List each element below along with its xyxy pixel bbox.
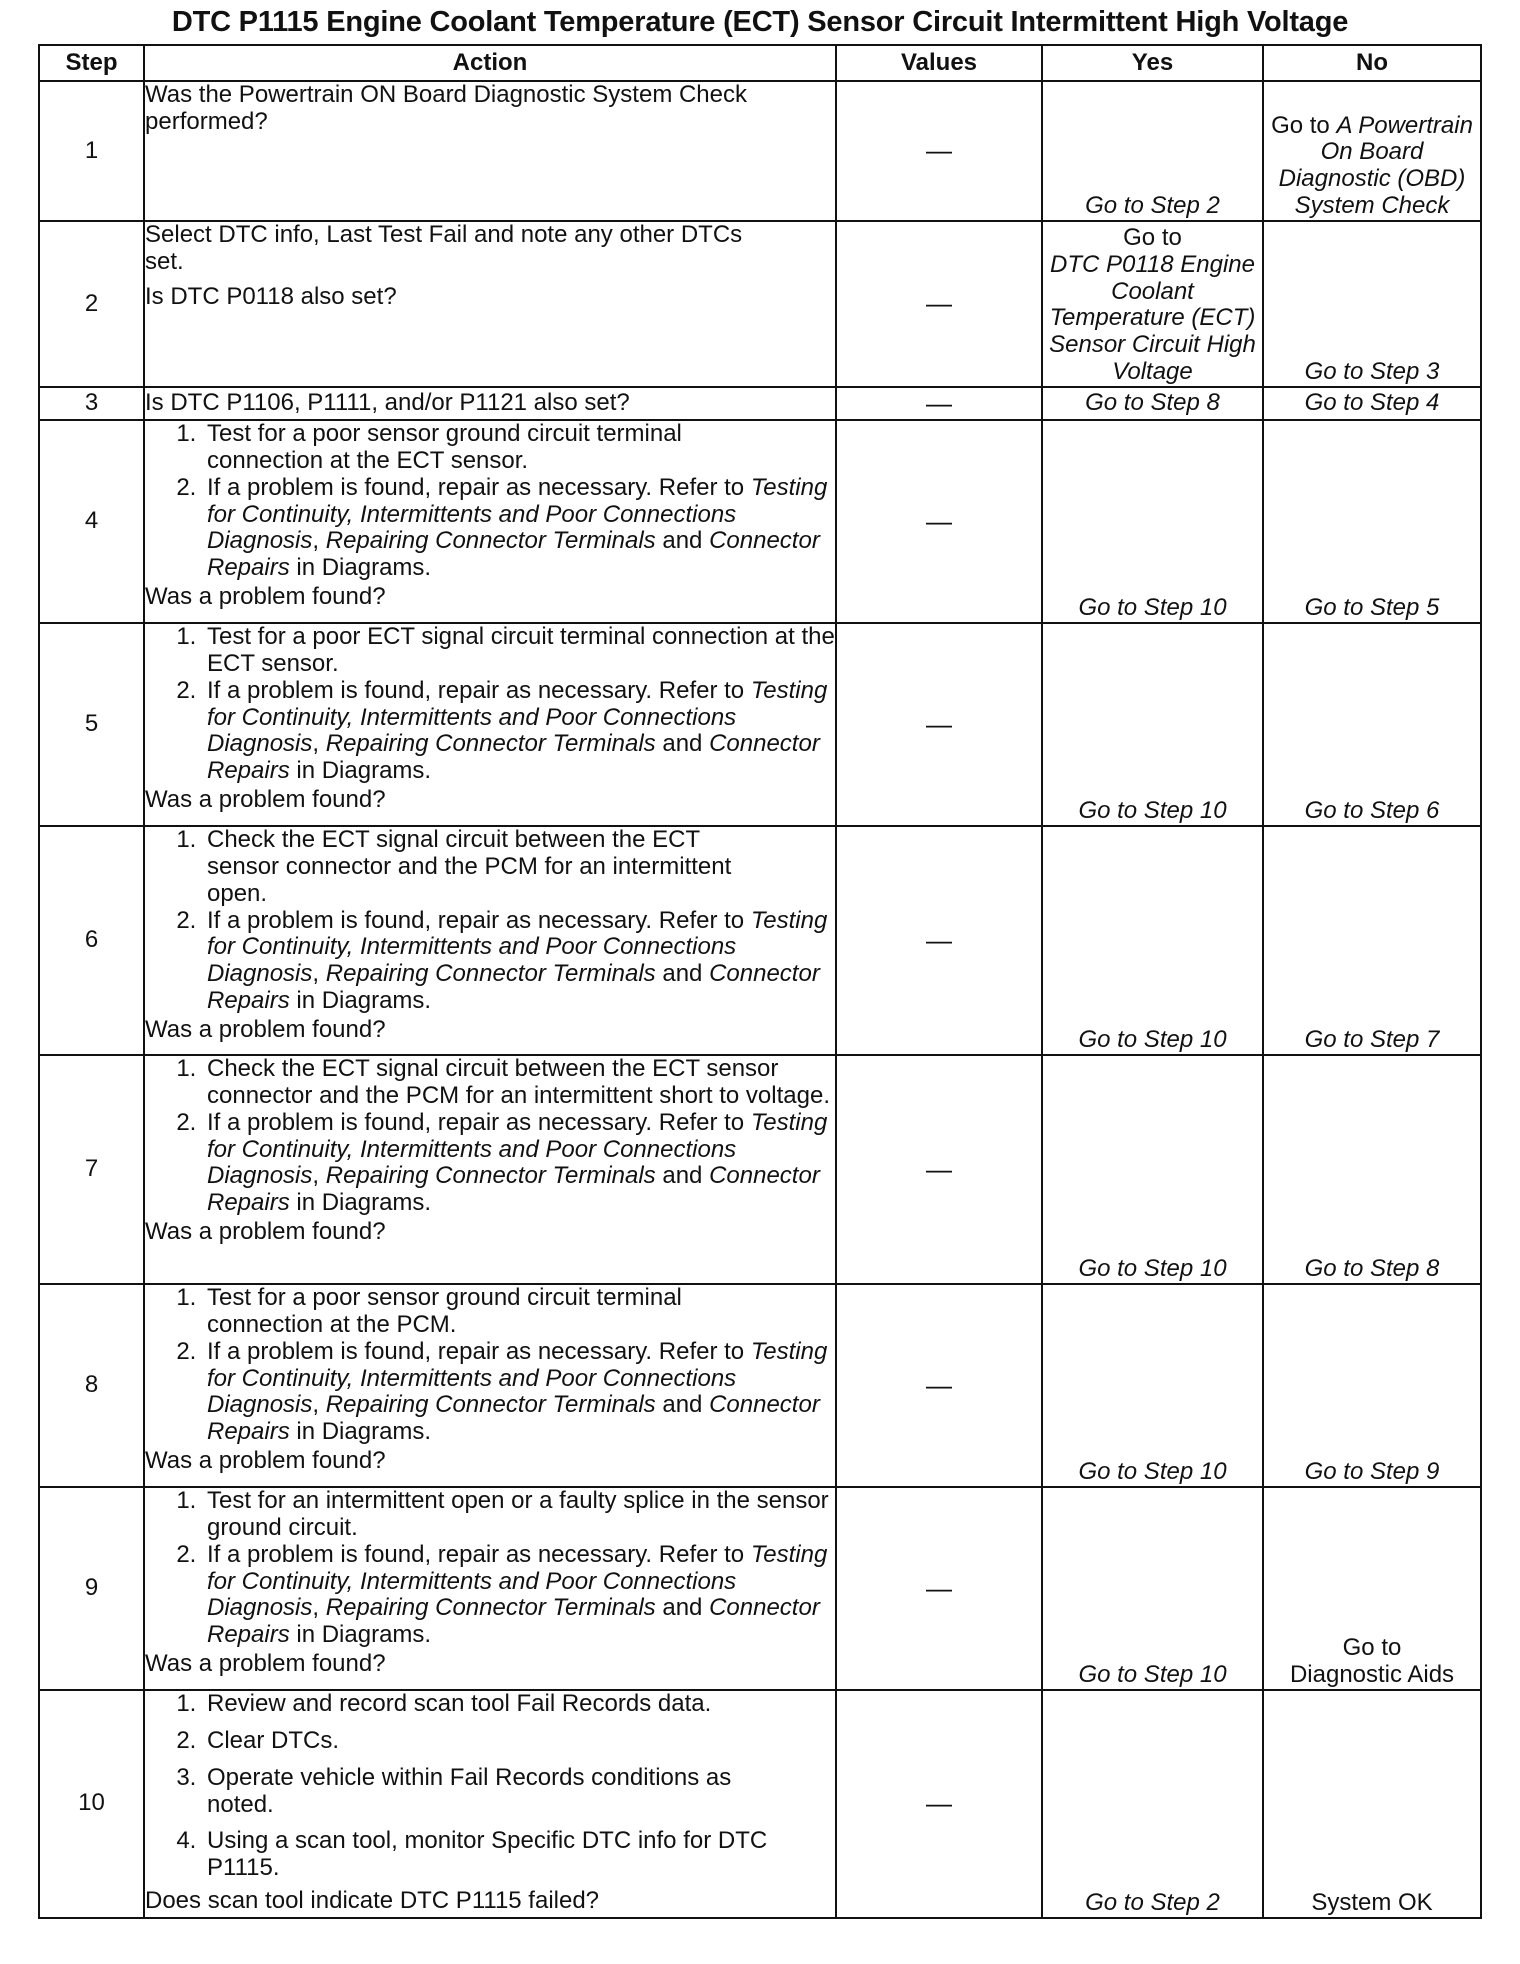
values-cell: —: [836, 1690, 1042, 1918]
reference-document-title: Testing for Continuity, Intermittents and Poor Connections Diagnosis: [207, 1337, 828, 1419]
values-cell: —: [836, 623, 1042, 826]
step-number: 8: [39, 1284, 144, 1487]
step-number: 10: [39, 1690, 144, 1918]
action-list-item: [203, 1542, 835, 1650]
values-cell: —: [836, 420, 1042, 623]
header-yes: Yes: [1042, 45, 1263, 81]
reference-text: and: [655, 1594, 710, 1622]
reference-text: ,: [312, 1594, 326, 1622]
action-list-item: 1. Check the ECT signal circuit between the ECT sensor connector and the PCM for an intermittent short to voltage.: [203, 1056, 835, 1110]
diagnostic-table: [38, 44, 1482, 1919]
yes-cell: Go to Step 10: [1042, 1055, 1263, 1284]
reference-document-title: Diagrams: [321, 1189, 425, 1217]
action-list-item: [203, 1110, 835, 1218]
action-cell: [144, 1055, 836, 1284]
table-row: [39, 1055, 1481, 1284]
table-row: [39, 81, 1481, 221]
values-cell: —: [836, 81, 1042, 221]
action-list-item: 1. Check the ECT signal circuit between the ECT sensor connector and the PCM for an intermittent open.: [203, 827, 835, 908]
reference-text: and: [655, 1162, 710, 1190]
table-row: [39, 1487, 1481, 1690]
step-number: 7: [39, 1055, 144, 1284]
action-list-item: [203, 1339, 835, 1447]
reference-document-title: Connector Repairs: [207, 1594, 820, 1649]
action-list: [145, 421, 835, 582]
action-question: Is DTC P0118 also set?: [145, 282, 397, 310]
action-question: Was a problem found?: [145, 1218, 386, 1246]
reference-document-title: Repairing Connector Terminals: [325, 1594, 656, 1622]
no-cell: Go to Step 4: [1263, 387, 1481, 420]
step-number: 2: [39, 221, 144, 387]
table-row: [39, 387, 1481, 420]
action-list: [145, 1285, 835, 1446]
header-action: Action: [144, 45, 836, 81]
header-values: Values: [836, 45, 1042, 81]
reference-text: in: [289, 1418, 322, 1446]
action-list-item: 1. Test for a poor sensor ground circuit terminal connection at the ECT sensor.: [203, 421, 835, 475]
no-cell: Go to Step 3: [1263, 221, 1481, 387]
reference-document-title: Testing for Continuity, Intermittents and Poor Connections Diagnosis: [207, 906, 828, 988]
reference-document-title: Repairing Connector Terminals: [325, 1391, 656, 1419]
action-cell: [144, 81, 836, 221]
step-number: 9: [39, 1487, 144, 1690]
table-row: [39, 420, 1481, 623]
table-row: [39, 1284, 1481, 1487]
step-number: 3: [39, 387, 144, 420]
reference-text: .: [424, 757, 432, 785]
no-cell: [1263, 81, 1481, 221]
yes-cell: Go to Step 10: [1042, 623, 1263, 826]
yes-cell: Go to Step 2: [1042, 81, 1263, 221]
reference-text: in: [289, 757, 322, 785]
table-row: [39, 221, 1481, 387]
action-list-item: 1. Test for an intermittent open or a faulty splice in the sensor ground circuit.: [203, 1488, 835, 1542]
no-cell: Go to Step 8: [1263, 1055, 1481, 1284]
action-list-item: 1. Test for a poor sensor ground circuit terminal connection at the PCM.: [203, 1285, 835, 1339]
table-row: [39, 1690, 1481, 1918]
reference-document-title: Testing for Continuity, Intermittents and Poor Connections Diagnosis: [207, 676, 828, 758]
reference-text: If a problem is found, repair as necessary. Refer to: [207, 1108, 751, 1136]
action-question: Was a problem found?: [145, 1016, 386, 1043]
action-list-item: [203, 908, 835, 1016]
no-link-text: A Powertrain On Board Diagnostic (OBD) System Check: [1278, 111, 1473, 220]
reference-text: ,: [312, 730, 326, 758]
reference-text: and: [655, 730, 710, 758]
step-number: 4: [39, 420, 144, 623]
action-question: Was a problem found?: [145, 1447, 386, 1475]
reference-text: If a problem is found, repair as necessary. Refer to: [207, 473, 751, 501]
reference-document-title: Diagrams: [321, 1418, 425, 1446]
reference-text: .: [424, 1621, 432, 1649]
no-cell: System OK: [1263, 1690, 1481, 1918]
reference-text: .: [424, 1418, 432, 1446]
action-question: Does scan tool indicate DTC P1115 failed?: [145, 1887, 600, 1915]
reference-text: in: [289, 1621, 322, 1649]
action-cell: [144, 623, 836, 826]
action-list: [145, 1691, 835, 1882]
action-list-item: 4. Using a scan tool, monitor Specific DTC info for DTC P1115.: [203, 1828, 835, 1882]
reference-document-title: Testing for Continuity, Intermittents and Poor Connections Diagnosis: [207, 473, 828, 555]
reference-document-title: Testing for Continuity, Intermittents and Poor Connections Diagnosis: [207, 1108, 828, 1190]
reference-document-title: Connector Repairs: [207, 1162, 820, 1217]
reference-document-title: Diagrams: [321, 757, 425, 785]
action-cell: [144, 1284, 836, 1487]
reference-text: in: [289, 987, 322, 1015]
action-question: Was a problem found?: [145, 1650, 386, 1678]
reference-text: .: [424, 987, 432, 1015]
no-cell: Go to Step 6: [1263, 623, 1481, 826]
reference-document-title: Connector Repairs: [207, 960, 820, 1015]
reference-text: in: [289, 1189, 322, 1217]
reference-document-title: Connector Repairs: [207, 1391, 820, 1446]
yes-cell: Go to Step 10: [1042, 826, 1263, 1055]
table-row: [39, 826, 1481, 1055]
action-cell: [144, 826, 836, 1055]
reference-text: ,: [312, 1162, 326, 1190]
reference-document-title: Repairing Connector Terminals: [325, 527, 656, 555]
action-list-item: 2. Clear DTCs.: [203, 1728, 835, 1755]
action-text: Was the Powertrain ON Board Diagnostic System Check performed?: [145, 81, 748, 135]
step-number: 6: [39, 826, 144, 1055]
table-header-row: [39, 45, 1481, 81]
reference-document-title: Diagrams: [321, 554, 425, 582]
action-list: [145, 1056, 835, 1217]
reference-text: If a problem is found, repair as necessary. Refer to: [207, 1337, 751, 1365]
action-list-item: 1. Review and record scan tool Fail Records data.: [203, 1691, 835, 1718]
values-cell: —: [836, 221, 1042, 387]
action-list-item: 1. Test for a poor ECT signal circuit terminal connection at the ECT sensor.: [203, 624, 835, 678]
action-cell: [144, 1690, 836, 1918]
yes-cell: Go to Step 8: [1042, 387, 1263, 420]
yes-cell: Go to Step 10: [1042, 420, 1263, 623]
action-cell: [144, 1487, 836, 1690]
no-cell: Go to Step 5: [1263, 420, 1481, 623]
yes-cell: Go to Step 10: [1042, 1487, 1263, 1690]
reference-document-title: Connector Repairs: [207, 527, 820, 582]
no-prefix: Go to: [1271, 111, 1337, 139]
action-question: Was a problem found?: [145, 786, 386, 814]
values-cell: —: [836, 1487, 1042, 1690]
reference-document-title: Repairing Connector Terminals: [325, 960, 656, 988]
action-question: Was a problem found?: [145, 583, 386, 611]
action-text: Is DTC P1106, P1111, and/or P1121 also set?: [145, 389, 630, 416]
reference-text: and: [655, 527, 710, 555]
reference-document-title: Repairing Connector Terminals: [325, 730, 656, 758]
reference-text: If a problem is found, repair as necessary. Refer to: [207, 906, 751, 934]
reference-text: in: [289, 554, 322, 582]
values-cell: —: [836, 1284, 1042, 1487]
values-cell: —: [836, 387, 1042, 420]
reference-text: and: [655, 960, 710, 988]
action-list: [145, 624, 835, 785]
action-list-item: [203, 475, 835, 583]
yes-link-text: DTC P0118 Engine Coolant Temperature (ECT) Sensor Circuit High Voltage: [1049, 250, 1256, 386]
reference-text: If a problem is found, repair as necessary. Refer to: [207, 676, 751, 704]
no-cell: Go to Step 9: [1263, 1284, 1481, 1487]
no-cell: Go to Diagnostic Aids: [1263, 1487, 1481, 1690]
header-step: Step: [39, 45, 144, 81]
table-row: [39, 623, 1481, 826]
reference-text: and: [655, 1391, 710, 1419]
reference-document-title: Repairing Connector Terminals: [325, 1162, 656, 1190]
reference-text: If a problem is found, repair as necessary. Refer to: [207, 1540, 751, 1568]
reference-document-title: Connector Repairs: [207, 730, 820, 785]
reference-text: ,: [312, 960, 326, 988]
action-list: [145, 827, 835, 1015]
reference-document-title: Diagrams: [321, 1621, 425, 1649]
values-cell: —: [836, 1055, 1042, 1284]
action-list: [145, 1488, 835, 1649]
reference-text: .: [424, 554, 432, 582]
reference-document-title: Testing for Continuity, Intermittents and Poor Connections Diagnosis: [207, 1540, 828, 1622]
reference-text: ,: [312, 1391, 326, 1419]
values-cell: —: [836, 826, 1042, 1055]
action-cell: [144, 387, 836, 420]
step-number: 1: [39, 81, 144, 221]
no-cell: Go to Step 7: [1263, 826, 1481, 1055]
action-cell: [144, 420, 836, 623]
action-list-item: [203, 678, 835, 786]
yes-cell: Go to Step 2: [1042, 1690, 1263, 1918]
header-no: No: [1263, 45, 1481, 81]
step-number: 5: [39, 623, 144, 826]
yes-cell: [1042, 221, 1263, 387]
action-cell: [144, 221, 836, 387]
reference-document-title: Diagrams: [321, 987, 425, 1015]
action-text: Select DTC info, Last Test Fail and note any other DTCs set.: [145, 221, 743, 275]
page-title: DTC P1115 Engine Coolant Temperature (ECT) Sensor Circuit Intermittent High Voltage: [171, 6, 1349, 38]
yes-prefix: Go to: [1123, 223, 1182, 251]
reference-text: ,: [312, 527, 326, 555]
yes-cell: Go to Step 10: [1042, 1284, 1263, 1487]
reference-text: .: [424, 1189, 432, 1217]
action-list-item: 3. Operate vehicle within Fail Records conditions as noted.: [203, 1765, 835, 1819]
